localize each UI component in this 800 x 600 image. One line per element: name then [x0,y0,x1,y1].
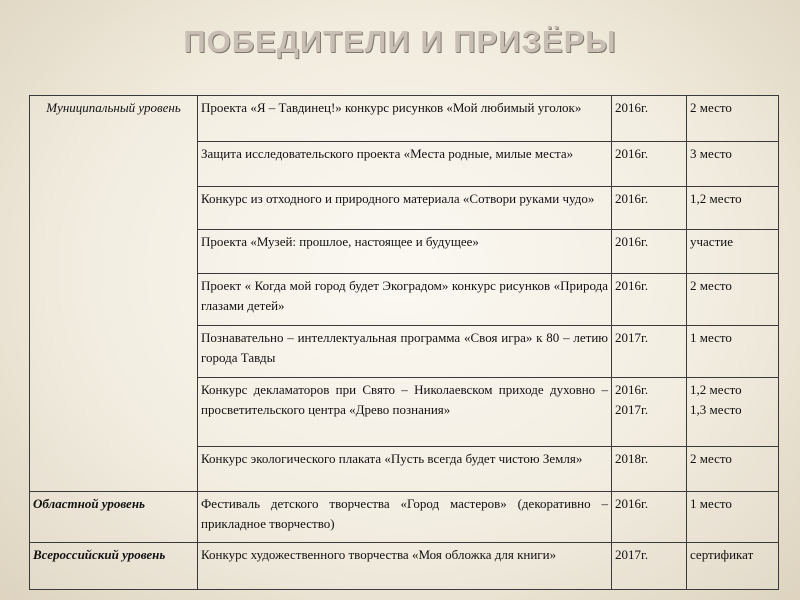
place-cell: 1,2 место 1,3 место [687,378,779,447]
place-cell: сертификат [687,543,779,590]
year-cell: 2016г. 2017г. [612,378,687,447]
event-cell: Защита исследовательского проекта «Места родные, милые места» [198,142,612,187]
place-cell: 2 место [687,96,779,142]
table-row [30,543,779,590]
place-cell: 3 место [687,142,779,187]
year-cell: 2016г. [612,142,687,187]
level-cell-regional: Областной уровень [30,492,198,543]
place-cell: 2 место [687,274,779,326]
year-cell: 2017г. [612,326,687,378]
year-cell: 2018г. [612,447,687,492]
level-cell-national: Всероссийский уровень [30,543,198,590]
event-cell: Фестиваль детского творчества «Город мастеров» (декоративно – прикладное творчество) [198,492,612,543]
year-cell: 2016г. [612,230,687,274]
year-cell: 2017г. [612,543,687,590]
event-cell: Конкурс декламаторов при Свято – Николаевском приходе духовно – просветительского центра «Древо познания» [198,378,612,447]
event-cell: Конкурс экологического плаката «Пусть всегда будет чистою Земля» [198,447,612,492]
event-cell: Проекта «Музей: прошлое, настоящее и будущее» [198,230,612,274]
place-cell: 1 место [687,492,779,543]
event-cell: Конкурс из отходного и природного материала «Сотвори руками чудо» [198,187,612,230]
place-cell: 1 место [687,326,779,378]
event-cell: Проекта «Я – Тавдинец!» конкурс рисунков «Мой любимый уголок» [198,96,612,142]
place-cell: 2 место [687,447,779,492]
year-cell: 2016г. [612,96,687,142]
place-cell: 1,2 место [687,187,779,230]
table-row [30,96,779,142]
year-cell: 2016г. [612,492,687,543]
event-cell: Проект « Когда мой город будет Экоградом» конкурс рисунков «Природа глазами детей» [198,274,612,326]
event-cell: Познавательно – интеллектуальная программа «Своя игра» к 80 – летию города Тавды [198,326,612,378]
table-row [30,492,779,543]
year-cell: 2016г. [612,274,687,326]
awards-table [29,95,779,590]
place-cell: участие [687,230,779,274]
page-title: ПОБЕДИТЕЛИ И ПРИЗЁРЫ [183,24,617,59]
level-cell-municipal: Муниципальный уровень [30,96,198,492]
year-cell: 2016г. [612,187,687,230]
event-cell: Конкурс художественного творчества «Моя обложка для книги» [198,543,612,590]
